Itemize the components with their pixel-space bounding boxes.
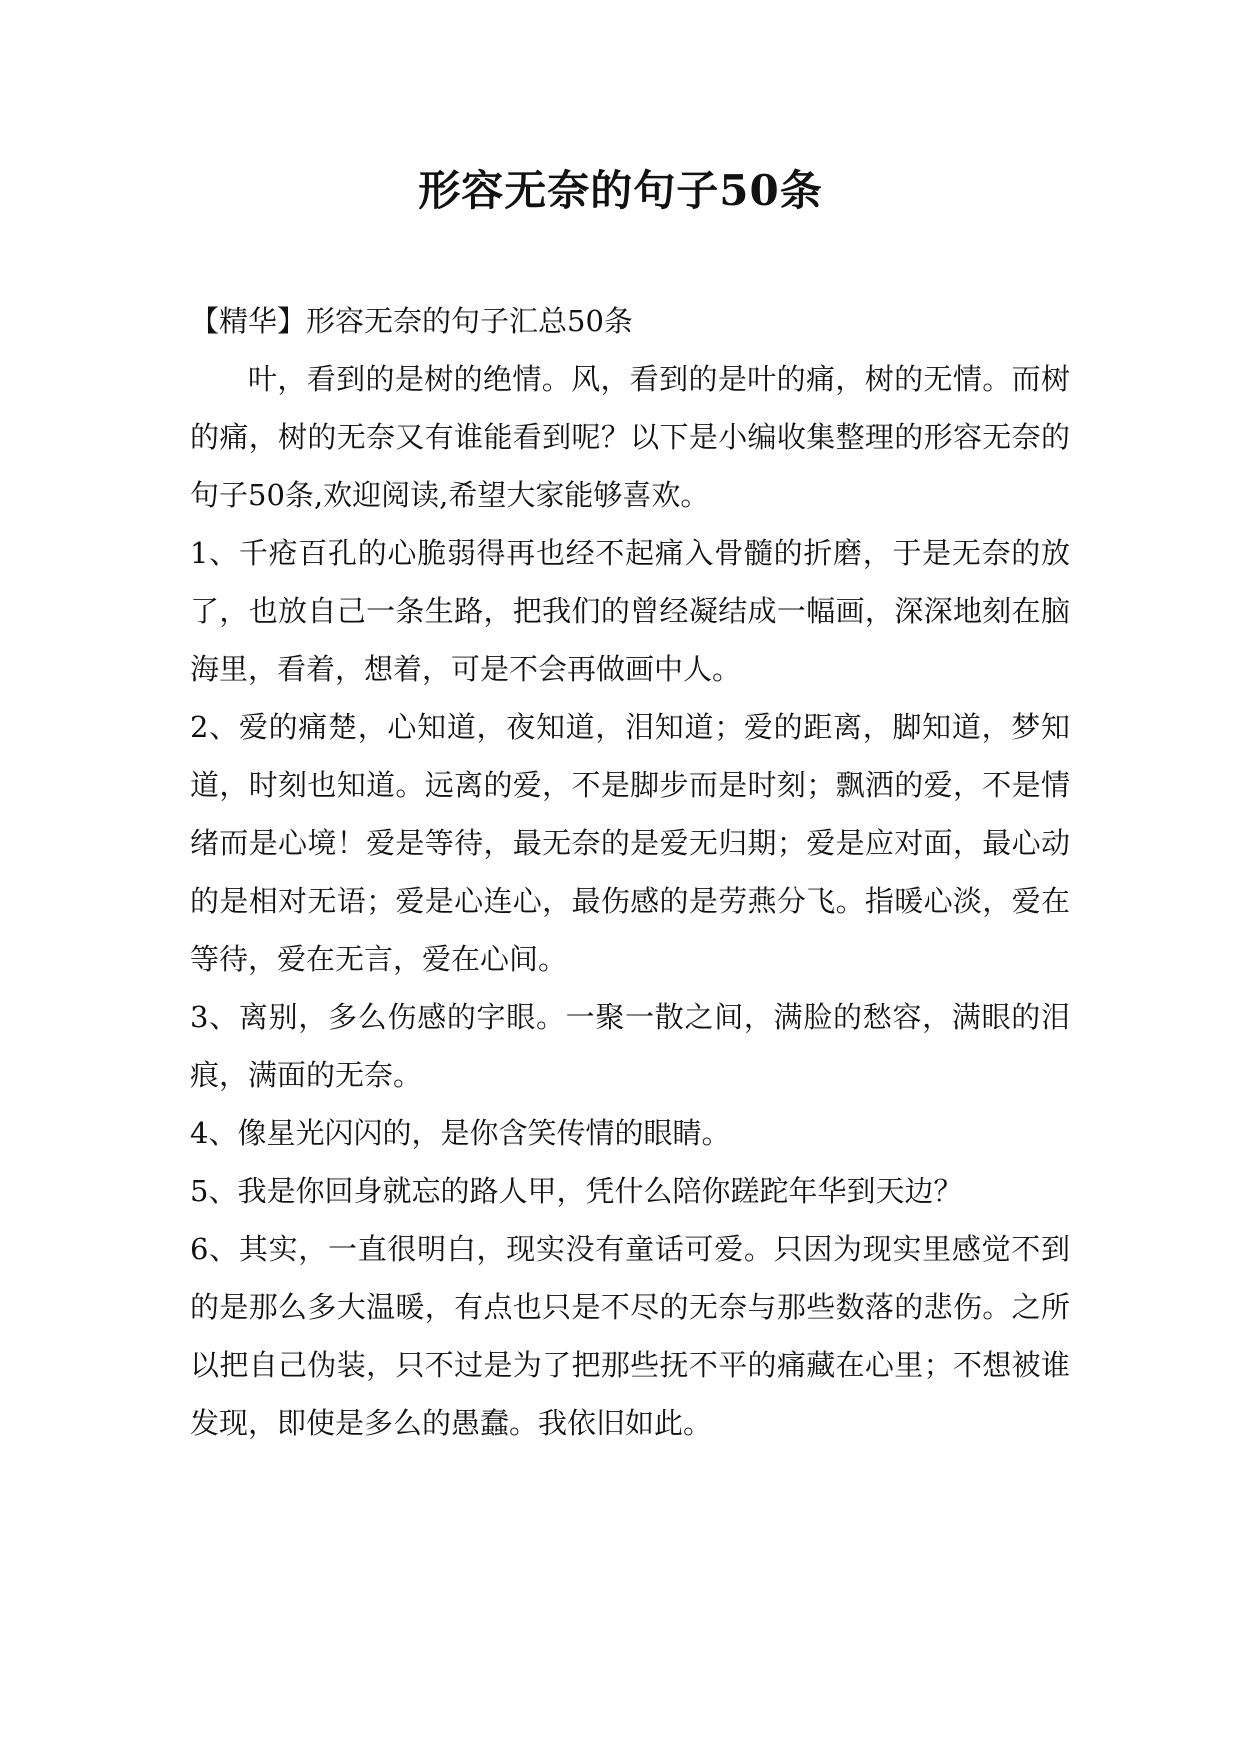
list-item: 2、爱的痛楚，心知道，夜知道，泪知道；爱的距离，脚知道，梦知道，时刻也知道。远离的爱，不是脚步而是时刻；飘洒的爱，不是情绪而是心境！爱是等待，最无奈的是爱无归期；爱是应对面，最心动的是相对无语；爱是心连心，最伤感的是劳燕分飞。指暖心淡，爱在等待，爱在无言，爱在心间。 xyxy=(190,710,1070,976)
list-item: 4、像星光闪闪的，是你含笑传情的眼睛。 xyxy=(190,1116,731,1150)
list-item: 6、其实，一直很明白，现实没有童话可爱。只因为现实里感觉不到的是那么多大温暖，有点也只是不尽的无奈与那些数落的悲伤。之所以把自己伪装，只不过是为了把那些抚不平的痛藏在心里；不想被谁发现，即使是多么的愚蠢。我依旧如此。 xyxy=(190,1232,1070,1440)
list-item: 5、我是你回身就忘的路人甲，凭什么陪你蹉跎年华到天边？ xyxy=(190,1174,963,1208)
document-title: 形容无奈的句子50条 xyxy=(418,166,823,215)
intro-paragraph: 叶，看到的是树的绝情。风，看到的是叶的痛，树的无情。而树的痛，树的无奈又有谁能看到呢？以下是小编收集整理的形容无奈的句子50条,欢迎阅读,希望大家能够喜欢。 xyxy=(190,362,1070,512)
list-item: 1、千疮百孔的心脆弱得再也经不起痛入骨髓的折磨，于是无奈的放了，也放自己一条生路，把我们的曾经凝结成一幅画，深深地刻在脑海里，看着，想着，可是不会再做画中人。 xyxy=(190,536,1070,686)
document-body xyxy=(190,292,1070,1452)
list-item: 3、离别，多么伤感的字眼。一聚一散之间，满脸的愁容，满眼的泪痕，满面的无奈。 xyxy=(190,1000,1070,1092)
document-subtitle: 【精华】形容无奈的句子汇总50条 xyxy=(190,304,633,338)
